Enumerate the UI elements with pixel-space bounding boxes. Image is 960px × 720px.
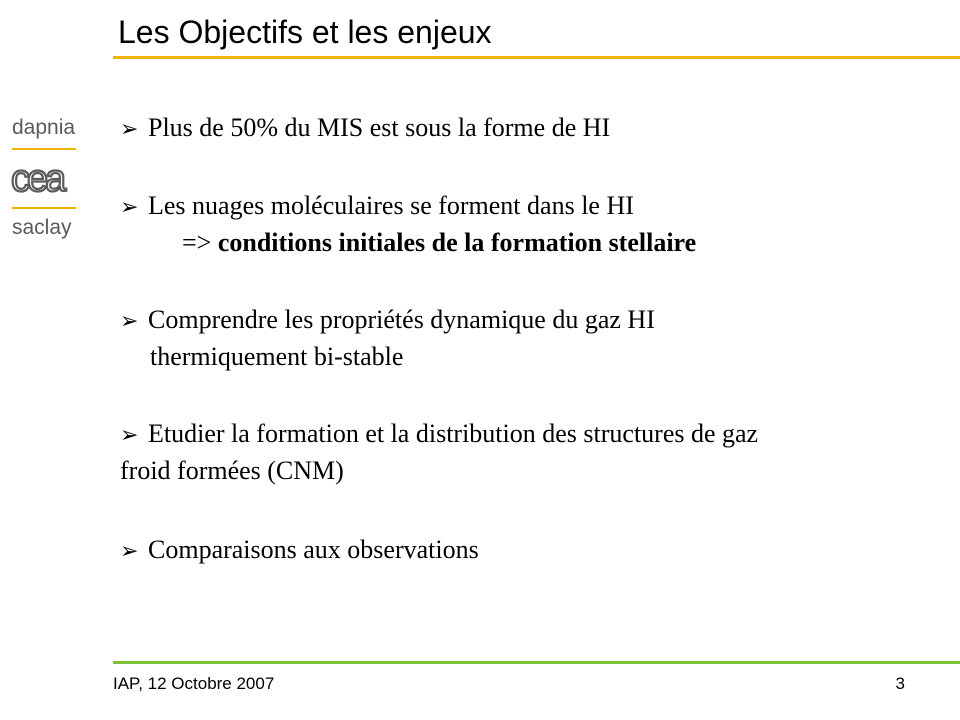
bullet-item <box>120 534 479 567</box>
logo-divider-bottom <box>12 207 76 209</box>
bullet-continuation <box>182 227 696 259</box>
bullet-text: Plus de 50% du MIS est sous la forme de HI <box>148 113 611 142</box>
arrow-bullet-icon: ➢ <box>120 422 139 447</box>
cea-logo-icon <box>10 158 78 200</box>
page-number: 3 <box>895 674 905 693</box>
bullet-item <box>120 418 758 451</box>
bullet-item <box>120 112 610 145</box>
arrow-bullet-icon: ➢ <box>120 116 139 141</box>
arrow-bullet-icon: ➢ <box>120 308 139 333</box>
emphasis-text: conditions initiales de la formation stellaire <box>217 228 697 257</box>
bullet-text: Comprendre les propriétés dynamique du gaz HI <box>148 305 655 334</box>
arrow-bullet-icon: ➢ <box>120 194 139 219</box>
slide-title: Les Objectifs et les enjeux <box>118 14 492 50</box>
bullet-item <box>120 190 634 223</box>
bullet-continuation: froid formées (CNM) <box>120 456 344 485</box>
cea-logo-text: cea <box>11 158 64 200</box>
bullet-text: Etudier la formation et la distribution des structures de gaz <box>148 419 759 448</box>
bullet-item <box>120 304 655 337</box>
logo-saclay-text: saclay <box>12 216 72 239</box>
footer-text: IAP, 12 Octobre 2007 <box>113 674 275 693</box>
implication-arrow-text: => <box>182 228 218 257</box>
bullet-continuation: thermiquement bi-stable <box>150 342 404 371</box>
footer-rule <box>113 661 960 664</box>
bullet-text: Les nuages moléculaires se forment dans le HI <box>148 191 634 220</box>
title-underline <box>113 56 960 59</box>
bullet-text: Comparaisons aux observations <box>148 535 479 564</box>
logo-dapnia-text: dapnia <box>12 116 76 139</box>
arrow-bullet-icon: ➢ <box>120 538 139 563</box>
logo-divider-top <box>12 148 76 150</box>
